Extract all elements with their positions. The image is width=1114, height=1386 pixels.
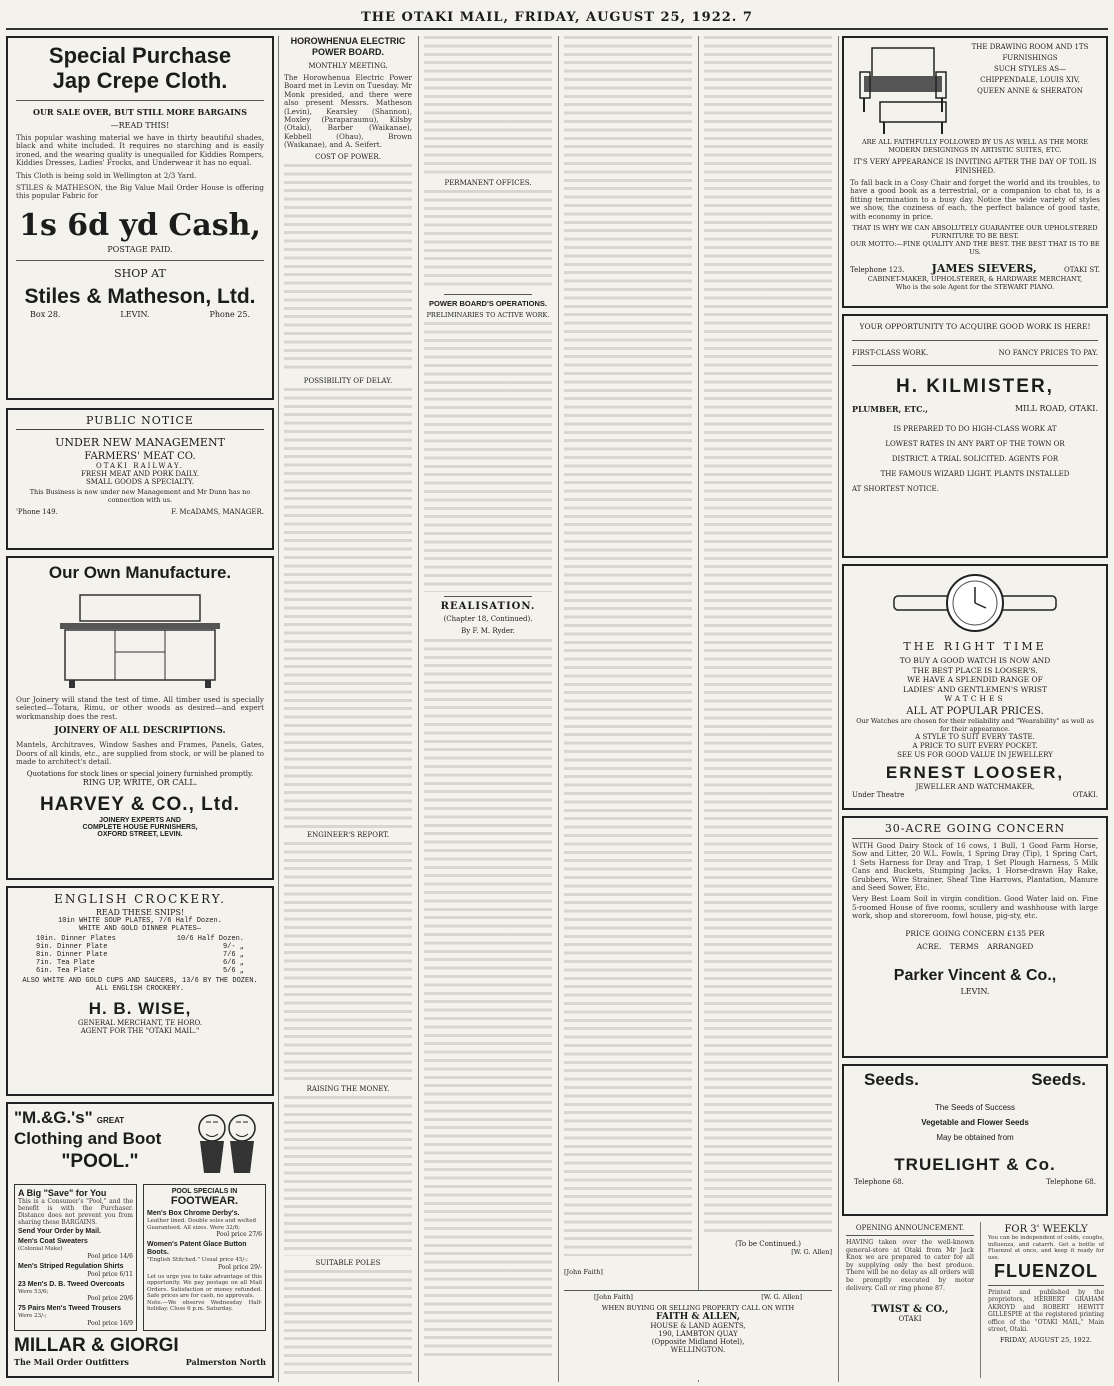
sievers-l2: SUCH STYLES AS— [993, 65, 1067, 73]
col2-s1: COST OF POWER. [315, 152, 381, 161]
ad-english-crockery-also: ALSO WHITE AND GOLD CUPS AND SAUCERS, 13/6 BY THE DOZEN. [22, 977, 258, 985]
ad-looser [842, 564, 1108, 810]
ad-mg-h3: "POOL." [61, 1151, 139, 1172]
ad-english-crockery-line1: 10in WHITE SOUP PLATES, 7/6 Half Dozen. [58, 917, 222, 925]
faith-l2: FAITH & ALLEN, [656, 1312, 740, 1322]
mg-item-price: Pool price 6/11 [87, 1270, 133, 1278]
mg-item-name: Men's Box Chrome Derby's. [147, 1210, 240, 1217]
sievers-l3: CHIPPENDALE, LOUIS XIV, [980, 76, 1080, 84]
fluenzol-body: You can be independent of colds, coughs, influenza, and catarrh. Get a bottle of Fluenzol at once, and keep it ready for use. [988, 1235, 1104, 1261]
sievers-sub2: Who is the sole Agent for the STEWART PIANO. [895, 283, 1055, 292]
crockery-price-list [36, 935, 244, 975]
looser-l3: THE BEST PLACE IS LOOSER'S. [912, 665, 1038, 675]
kilmister-sub: PLUMBER, ETC., [852, 404, 928, 414]
ad-seeds [842, 1064, 1108, 1216]
column-rule-1 [278, 36, 279, 1382]
faith-l5: (Opposite Midland Hotel), [651, 1338, 745, 1346]
sievers-sub: CABINET-MAKER, UPHOLSTERER, & HARDWARE MERCHANT, [867, 275, 1083, 284]
ad-jap-crepe-heading2: Jap Crepe Cloth. [52, 68, 228, 93]
ad-own-manufacture-title: Our Own Manufacture. [48, 563, 232, 582]
ad-mg-great: GREAT [96, 1116, 125, 1125]
ad-english-crockery-title: ENGLISH CROCKERY. [54, 892, 226, 906]
ad-english-crockery [6, 886, 274, 1096]
kilmister-l5: DISTRICT. A TRIAL SOLICITED. AGENTS FOR [891, 455, 1059, 463]
ad-jap-crepe-body2: This Cloth is being sold in Wellington at 2/3 Yard. [16, 170, 197, 180]
faith-l4: 190, LAMBTON QUAY [658, 1330, 738, 1338]
crockery-item [36, 935, 244, 943]
looser-l8: Our Watches are chosen for their reliability and "Wearability" as well as for their appearance. [856, 716, 1094, 733]
col2-p1: The Horowhenua Electric Power Board met in Levin on Tuesday. Mr Monk presided, and there were also present Messrs. Matheson (Levin), Kearsley (Shannon), Moxley (Paraparaumu), Kilsby (Otaki), Barber (Waikanae), Kebbell (Ohau), Brown (Waikanae), and A. Seifert. [284, 73, 412, 150]
parker-acre: ACRE. TERMS ARRANGED [916, 941, 1034, 951]
mg-item-name: Women's Patent Glace Button Boots. [147, 1241, 247, 1256]
ad-english-crockery-firm: H. B. WISE, [88, 999, 192, 1018]
ad-jap-crepe-heading1: Special Purchase [48, 43, 232, 68]
ad-parker-vincent [842, 816, 1108, 1058]
col2-s2: POSSIBILITY OF DELAY. [303, 376, 393, 385]
looser-l6: WATCHES [944, 694, 1006, 703]
ad-mg-h1: "M.&G.'s" [14, 1108, 93, 1127]
ad-jap-crepe-sub: OUR SALE OVER, BUT STILL MORE BARGAINS [32, 107, 248, 117]
col2-s5: SUITABLE POLES [315, 1258, 381, 1267]
ad-mg-firm: MILLAR & GIORGI [14, 1334, 179, 1356]
twist-town: OTAKI [898, 1315, 922, 1324]
ad-public-notice-l6: This Business is now under new Management and Mr Dunn has no connection with us. [29, 488, 251, 504]
ad-mg-note2: Note.—We observe Wednesday Half-holiday. Close 6 p.m. Saturday. [147, 1299, 262, 1312]
ad-jap-crepe-body: This popular washing material we have in thirty beautiful shades, black and white included. It requires no starching and is easily ironed, and the wearing quality is unequalled for Kiddies Rompers, Kiddies Dresses, Ladies' Frocks, and Underwear it has no equal. [16, 133, 264, 168]
col3-byline: By F. M. Ryder. [461, 627, 515, 635]
mg-item-price: Pool price 29/- [218, 1263, 262, 1271]
crockery-item-name: 8in. Dinner Plate [36, 951, 108, 959]
faith-l1: WHEN BUYING OR SELLING PROPERTY CALL ON WITH [601, 1304, 795, 1312]
mg-item-detail: (Colonial Make) [18, 1246, 63, 1252]
ad-english-crockery-all: ALL ENGLISH CROCKERY. [95, 985, 185, 993]
ad-own-manufacture-quote: Quotations for stock lines or special joinery furnished promptly. [26, 770, 254, 779]
crockery-item-name: 7in. Tea Plate [36, 959, 95, 967]
ad-own-manufacture-list: Mantels, Architraves, Window Sashes and Frames, Panels, Gates, Doors of all kinds, etc., are supplied from stock, or will be planed to made to architect's detail. [16, 740, 265, 767]
mg-item-name: Men's Striped Regulation Shirts [18, 1262, 124, 1270]
fluenzol-date: FRIDAY, AUGUST 25, 1922. [1000, 1336, 1092, 1345]
seeds-h1: Seeds. [864, 1070, 919, 1089]
column-rule-3 [558, 36, 559, 1382]
ad-jap-crepe-town: LEVIN. [120, 309, 150, 319]
column-rule-2 [418, 36, 419, 1382]
ad-english-crockery-agent: AGENT FOR THE "OTAKI MAIL." [80, 1027, 200, 1035]
looser-firm: ERNEST LOOSER, [885, 762, 1065, 782]
parker-title: 30-ACRE GOING CONCERN [884, 822, 1066, 835]
sievers-town: OTAKI ST. [1064, 266, 1100, 275]
mg-item [18, 1281, 133, 1303]
looser-l10: A PRICE TO SUIT EVERY POCKET. [912, 741, 1038, 750]
crockery-item-price: 7/6 „ [222, 951, 244, 959]
fluenzol-firm: FLUENZOL [994, 1261, 1098, 1281]
faith-w: [W. G. Allen] [761, 1293, 802, 1301]
sievers-firm: JAMES SIEVERS, [931, 262, 1037, 276]
mg-item-name: 75 Pairs Men's Tweed Trousers [18, 1305, 122, 1312]
crockery-item-name: 9in. Dinner Plate [36, 943, 108, 951]
twist-body: HAVING taken over the well-known general-store at Otaki from Mr Jack Knox we are prepared to cater for all by supplying only the best produce. There will be no delay as all orders will be promptly executed by motor delivery. Call or ring phone 87. [846, 1239, 974, 1292]
ad-mg-pool-title: POOL SPECIALS IN [171, 1188, 238, 1195]
crockery-item [36, 943, 244, 951]
ad-own-manufacture-firm: HARVEY & CO., Ltd. [40, 794, 240, 816]
ad-public-notice-manager: F. McADAMS, MANAGER. [171, 508, 264, 516]
mg-item-detail: Were 53/6; [18, 1288, 49, 1295]
ad-jap-crepe-read: —READ THIS! [110, 121, 170, 130]
mg-item-price: Pool price 16/9 [87, 1319, 133, 1327]
article-col5 [704, 36, 832, 1378]
crockery-item-name: 10in. Dinner Plates [36, 935, 116, 943]
mg-item-detail: Leather lined. Double soles and welted Guaranteed. All sizes. Were 32/6; [147, 1218, 256, 1231]
ad-own-manufacture-sub3: OXFORD STREET, LEVIN. [97, 831, 183, 839]
ad-mg-note: Let us urge you to take advantage of this opportunity. We pay postage on all Mail Orders. Satisfaction or money refunded. Safe prices are for cash, no approvals. [147, 1273, 262, 1299]
seeds-l2: Vegetable and Flower Seeds [921, 1118, 1029, 1127]
kilmister-l7: AT SHORTEST NOTICE. [852, 485, 939, 493]
kilmister-l4: LOWEST RATES IN ANY PART OF THE TOWN OR [885, 440, 1065, 448]
col2-s3: ENGINEER'S REPORT. [307, 830, 389, 839]
ad-mg-firm-sub: The Mail Order Outfitters [14, 1356, 129, 1367]
wristwatch-illustration [890, 570, 1060, 636]
column-rule-5 [838, 36, 839, 1382]
ad-jap-crepe-box: Box 28. [30, 309, 61, 319]
mg-clothing-list [18, 1238, 133, 1327]
ad-jap-crepe [6, 36, 274, 400]
crockery-item-price: 6/6 „ [222, 959, 244, 967]
col2-s4: RAISING THE MONEY. [306, 1084, 390, 1093]
col2-sub: MONTHLY MEETING. [308, 62, 388, 70]
masthead [0, 6, 1114, 26]
sievers-l4: QUEEN ANNE & SHERATON [977, 87, 1083, 95]
seeds-l3: May be obtained from [936, 1133, 1014, 1142]
ad-jap-crepe-phone: Phone 25. [209, 309, 250, 319]
ad-public-notice-phone: 'Phone 149. [16, 508, 58, 516]
col3-s1: PERMANENT OFFICES. [444, 179, 532, 187]
sievers-phone: Telephone 123. [850, 266, 905, 275]
kilmister-addr: MILL ROAD, OTAKI. [1014, 404, 1098, 413]
masthead-title: THE OTAKI MAIL, FRIDAY, AUGUST 25, 1922. 7 [361, 10, 753, 25]
sievers-l5: ARE ALL FAITHFULLY FOLLOWED BY US AS WELL AS THE MORE MODERN DESIGNINGS IN ARTISTIC SUITES, ETC. [861, 138, 1089, 154]
ad-own-manufacture [6, 556, 274, 880]
ad-twist [842, 1222, 978, 1378]
faith-l3: HOUSE & LAND AGENTS, [650, 1322, 746, 1330]
kilmister-l3: IS PREPARED TO DO HIGH-CLASS WORK AT [893, 425, 1057, 433]
ad-own-manufacture-sub1: JOINERY EXPERTS AND [99, 817, 181, 825]
masthead-rule [6, 28, 1108, 30]
looser-under: Under Theatre [852, 790, 905, 799]
ad-millar-giorgi [6, 1102, 274, 1378]
seeds-tel1: Telephone 68. [854, 1178, 904, 1186]
ad-jap-crepe-shop-at: SHOP AT [114, 266, 166, 280]
looser-l9: A STYLE TO SUIT EVERY TASTE. [915, 732, 1035, 741]
mg-item-price: Pool price 27/6 [216, 1231, 262, 1238]
ad-jap-crepe-price: 1s 6d yd Cash, [19, 207, 261, 243]
ad-public-notice-l5: SMALL GOODS A SPECIALTY. [85, 478, 194, 486]
seeds-tel2: Telephone 68. [1046, 1178, 1096, 1186]
ad-public-notice [6, 408, 274, 550]
fluenzol-imprint: Printed and published by the proprietors, HERBERT GRAHAM AKROYD and ROBERT HEWITT GILLESPIE at the registered printing office of the "OTAKI MAIL," Main street, Otaki. [988, 1289, 1104, 1334]
ad-mg-save-body: This is a Consumer's "Pool," and the benefit is with the Purchaser. Distance does not prevent you from sharing these BARGAINS. [18, 1198, 133, 1226]
col4-john: [John Faith] [564, 1268, 603, 1276]
col3-title2: POWER BOARD'S OPERATIONS. [429, 299, 547, 308]
crockery-item [36, 967, 244, 975]
col3-chapter: (Chapter 18, Continued). [443, 615, 533, 623]
mg-item-price: Pool price 14/6 [87, 1252, 133, 1260]
parker-price: PRICE GOING CONCERN £135 PER [905, 928, 1045, 938]
kilmister-l2a: FIRST-CLASS WORK. [852, 349, 929, 357]
faith-john: [John Faith] [594, 1293, 633, 1301]
mg-item [147, 1210, 262, 1238]
twist-title: OPENING ANNOUNCEMENT. [855, 1224, 965, 1232]
sievers-l9: OUR MOTTO:—FINE QUALITY AND THE BEST. THE BEST THAT IS TO BE US. [850, 240, 1100, 257]
article-power-board [284, 36, 412, 1378]
article-col4 [564, 36, 692, 1378]
faith-l6: WELLINGTON. [670, 1346, 726, 1354]
crockery-item [36, 951, 244, 959]
mg-item [18, 1263, 133, 1278]
looser-sub: JEWELLER AND WATCHMAKER, [915, 782, 1035, 791]
looser-l1: THE RIGHT TIME [903, 640, 1047, 653]
mg-footwear-list [147, 1210, 262, 1271]
sievers-l1: THE DRAWING ROOM AND 1TS FURNISHINGS [971, 43, 1089, 62]
ad-english-crockery-line2: WHITE AND GOLD DINNER PLATES— [79, 925, 201, 933]
ad-english-crockery-merchant: GENERAL MERCHANT, TE HORO. [77, 1019, 203, 1027]
ad-sievers [842, 36, 1108, 308]
column-rule-4 [698, 36, 699, 1382]
kilmister-firm: H. KILMISTER, [896, 376, 1054, 397]
col5-continued: (To be Continued.) [735, 1240, 801, 1248]
ad-own-manufacture-caption: Our Joinery will stand the test of time. All timber used is specially selected—Totara, Rimu, or other woods as desired—and expert workmanship does the rest. [16, 695, 264, 721]
mg-item [147, 1241, 262, 1271]
ad-jap-crepe-firm: Stiles & Matheson, Ltd. [24, 284, 256, 308]
seeds-h2: Seeds. [1031, 1070, 1086, 1089]
ad-public-notice-l2: FARMERS' MEAT CO. [84, 451, 196, 462]
ad-faith-allen [564, 1290, 832, 1380]
ad-own-manufacture-sub2: COMPLETE HOUSE FURNISHERS, [82, 824, 198, 832]
ad-mg-send: Send Your Order by Mail. [18, 1228, 101, 1235]
col5-w: [W. G. Allen] [791, 1248, 832, 1256]
mg-item-name: 23 Men's D. B. Tweed Overcoats [18, 1280, 125, 1288]
mg-item [18, 1238, 133, 1260]
sievers-l6: IT'S VERY APPEARANCE IS INVITING AFTER THE DAY OF TOIL IS FINISHED. [853, 158, 1097, 175]
ad-public-notice-l1: UNDER NEW MANAGEMENT [55, 436, 225, 449]
ad-own-manufacture-ring: RING UP, WRITE, OR CALL. [82, 778, 198, 788]
ad-mg-pool-sub: FOOTWEAR. [170, 1195, 239, 1207]
kilmister-l6: THE FAMOUS WIZARD LIGHT. PLANTS INSTALLED [880, 470, 1070, 478]
mg-item-detail: Were 23/-; [18, 1313, 47, 1319]
looser-l5: LADIES' AND GENTLEMEN'S WRIST [902, 684, 1048, 694]
mg-item-name: Men's Coat Sweaters [18, 1238, 88, 1245]
mg-item-price: Pool price 29/6 [87, 1295, 133, 1302]
crockery-item-name: 6in. Tea Plate [36, 967, 95, 975]
parker-firm: Parker Vincent & Co., [893, 966, 1057, 984]
col2-title: HOROWHENUA ELECTRIC POWER BOARD. [290, 36, 406, 57]
ad-jap-crepe-postage: POSTAGE PAID. [107, 244, 173, 254]
parker-body2: Very Best Loam Soil in virgin condition. Good Water laid on. Fine 5-roomed House of five rooms, scullery and washhouse with large work, shop and storeroom, fowl house, pig-sty, etc. [852, 894, 1098, 921]
mg-item [18, 1305, 133, 1327]
col3-title3: REALISATION. [440, 601, 536, 612]
sievers-l8: THAT IS WHY WE CAN ABSOLUTELY GUARANTEE OUR UPHOLSTERED FURNITURE TO BE BEST. [852, 224, 1098, 241]
article-col3 [424, 36, 552, 1378]
mg-item-detail: "English Stitched." Usual price 45/-; [147, 1257, 248, 1263]
looser-l2: TO BUY A GOOD WATCH IS NOW AND [899, 656, 1051, 665]
armchair-illustration [850, 42, 960, 138]
kilmister-l2b: NO FANCY PRICES TO PAY. [998, 349, 1098, 357]
crockery-item-price: 5/6 „ [222, 967, 244, 975]
ad-mg-town: Palmerston North [185, 1356, 266, 1367]
ad-kilmister [842, 314, 1108, 558]
fluenzol-for: FOR 3' WEEKLY [1004, 1224, 1088, 1235]
parker-body: WITH Good Dairy Stock of 16 cows, 1 Bull, 1 Good Farm Horse, Sow and Litter, 20 W.L. Fowls, 1 Spring Dray (Tip), 1 Spring Cart, 1 Sets Harness for Dray and Trap, 1 Set Plough Harness, 5 Milk Cans and Buckets, Stumping Jacks, 1 Horse-drawn Hay Rake, Grubbers, Wire Strainer, Sheaf Tine Harrows, Plantation, Manure and Seed Sower, Etc. [852, 841, 1098, 893]
ad-mg-save: A Big "Save" for You [18, 1188, 107, 1198]
ad-jap-crepe-body3: STILES & MATHESON, the Big Value Mail Order House is offering this popular Fabric for [16, 183, 264, 201]
ad-public-notice-l4: FRESH MEAT AND PORK DAILY. [81, 470, 199, 478]
looser-l11: SEE US FOR GOOD VALUE IN JEWELLERY [897, 750, 1053, 759]
ad-public-notice-title: PUBLIC NOTICE [16, 414, 264, 430]
looser-l7: ALL AT POPULAR PRICES. [906, 705, 1044, 717]
crockery-item [36, 959, 244, 967]
ad-mg-h2: Clothing and Boot [14, 1129, 162, 1148]
seeds-firm: TRUELIGHT & Co. [894, 1155, 1056, 1174]
ad-english-crockery-snips: READ THESE SNIPS! [95, 908, 185, 917]
crockery-item-price: 10/6 Half Dozen. [176, 935, 244, 943]
ad-own-manufacture-joinery: JOINERY OF ALL DESCRIPTIONS. [54, 726, 226, 737]
sievers-l7: To fall back in a Cosy Chair and forget the world and its troubles, to have a good book as a terrestrial, or a companion to chat to, is a fitting termination to a busy day. Notice the wide variety of styles we show, the coziness of each, the perfect balance of good taste, with economy in price. [850, 178, 1100, 221]
sideboard-illustration [55, 590, 225, 690]
twist-firm: TWIST & CO., [871, 1304, 949, 1316]
kilmister-l1: YOUR OPPORTUNITY TO ACQUIRE GOOD WORK IS HERE! [859, 322, 1091, 331]
seeds-l1: The Seeds of Success [934, 1103, 1016, 1112]
cartoon-figures-illustration [186, 1108, 266, 1180]
crockery-item-price: 9/- „ [222, 943, 244, 951]
twist-fluenzol-divider [980, 1222, 981, 1378]
looser-l4: WE HAVE A SPLENDID RANGE OF [907, 675, 1043, 684]
col3-sub2: PRELIMINARIES TO ACTIVE WORK. [426, 311, 550, 319]
parker-town: LEVIN. [960, 986, 990, 996]
ad-public-notice-l3: OTAKI RAILWAY. [96, 462, 184, 470]
ad-fluenzol [984, 1222, 1108, 1378]
looser-town: OTAKI. [1072, 790, 1098, 799]
